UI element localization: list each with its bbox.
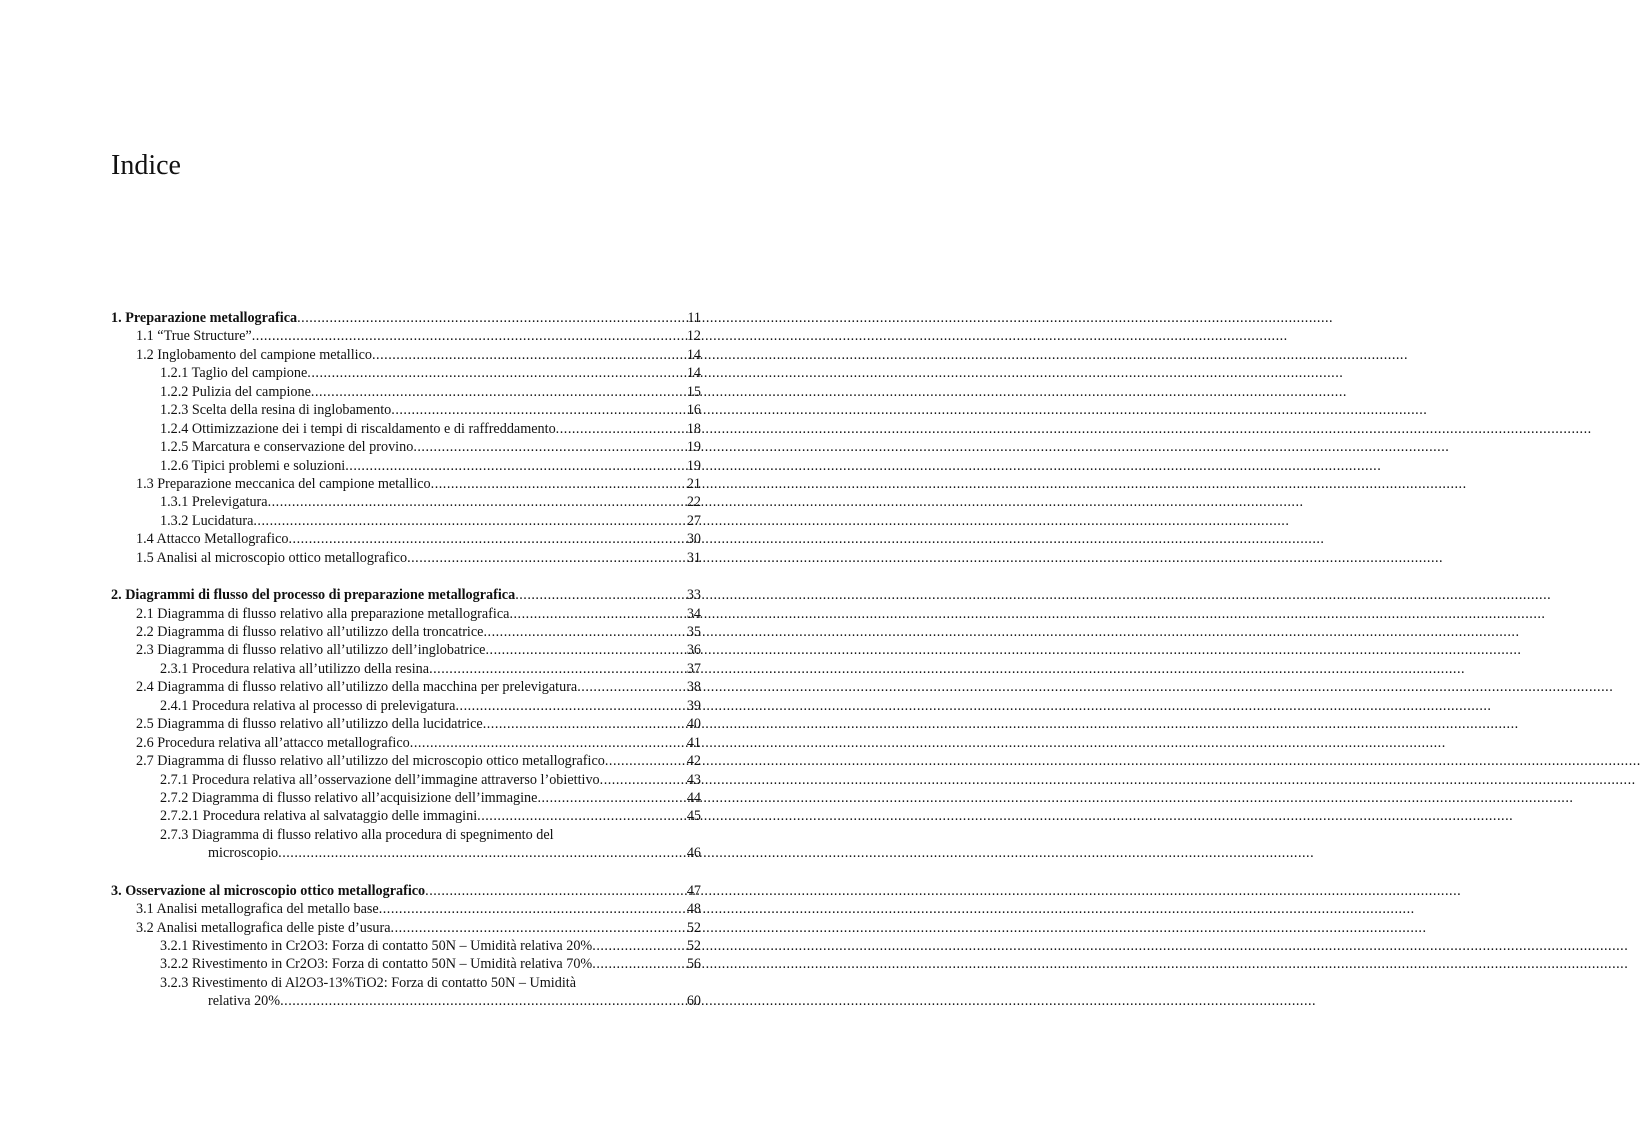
toc-page-number: 52	[686, 919, 701, 936]
page-title: Indice	[111, 150, 181, 181]
toc-entry-label: 1.3.1 Prelevigatura	[160, 494, 268, 511]
toc-entry-label: 3. Osservazione al microscopio ottico metallografico	[111, 882, 426, 899]
toc-entry-label: 2.7.1 Procedura relativa all’osservazione dell’immagine attraverso l’obiettivo	[160, 771, 600, 788]
toc-entry[interactable]	[111, 346, 701, 364]
toc-leader	[577, 678, 675, 696]
toc-page-number: 42	[686, 753, 701, 770]
toc-entry[interactable]	[111, 493, 701, 511]
toc-entry-first-line[interactable]	[111, 974, 701, 992]
toc-entry[interactable]	[111, 807, 701, 825]
toc-entry[interactable]	[111, 364, 701, 382]
toc-chapter-1[interactable]	[111, 309, 701, 327]
toc-entry[interactable]	[111, 623, 701, 641]
toc-page-number: 31	[686, 549, 701, 566]
toc-leader	[268, 493, 675, 511]
toc-page-number: 19	[686, 457, 701, 474]
toc-chapter-2[interactable]	[111, 586, 701, 604]
toc-leader	[253, 512, 675, 530]
toc-page-number: 36	[686, 642, 701, 659]
table-of-contents	[111, 309, 701, 1011]
toc-entry[interactable]	[111, 401, 701, 419]
toc-entry-label: 2.6 Procedura relativa all’attacco metallografico	[136, 734, 410, 751]
toc-page-number: 19	[686, 439, 701, 456]
toc-page-number: 34	[686, 605, 701, 622]
toc-entry-label: 2.5 Diagramma di flusso relativo all’utilizzo della lucidatrice	[136, 716, 483, 733]
toc-page-number: 35	[686, 624, 701, 640]
toc-entry[interactable]	[111, 530, 701, 548]
toc-entry-first-line[interactable]	[111, 826, 701, 844]
toc-entry[interactable]	[111, 641, 701, 659]
toc-entry[interactable]	[111, 697, 701, 715]
toc-leader	[307, 364, 675, 382]
toc-page-number: 38	[686, 679, 701, 696]
toc-page-number: 33	[686, 587, 701, 604]
toc-leader	[391, 401, 675, 419]
toc-entry-label: 1.2.4 Ottimizzazione dei i tempi di riscaldamento e di raffreddamento	[160, 420, 556, 437]
toc-page-number: 14	[686, 365, 701, 382]
toc-entry-continuation[interactable]	[111, 844, 701, 862]
toc-entry-label: 3.2.2 Rivestimento in Cr2O3: Forza di contatto 50N – Umidità relativa 70%	[160, 956, 593, 973]
toc-entry[interactable]	[111, 678, 701, 696]
toc-leader	[592, 955, 675, 973]
toc-page-number: 21	[686, 475, 701, 492]
toc-leader	[483, 715, 675, 733]
toc-entry[interactable]	[111, 919, 701, 937]
toc-entry[interactable]	[111, 752, 701, 770]
toc-entry[interactable]	[111, 438, 701, 456]
toc-page-number: 46	[686, 845, 701, 862]
toc-entry-label: 3.2.3 Rivestimento di Al2O3-13%TiO2: Forza di contatto 50N – Umidità	[160, 974, 577, 991]
toc-leader	[477, 807, 675, 825]
toc-entry-label: 1.2.1 Taglio del campione	[160, 365, 308, 382]
toc-leader	[280, 992, 675, 1010]
toc-entry-label: 1.2.2 Pulizia del campione	[160, 383, 311, 400]
toc-page-number: 48	[686, 901, 701, 918]
toc-entry-label: 2.7.2 Diagramma di flusso relativo all’acquisizione dell’immagine	[160, 789, 538, 806]
toc-leader	[509, 605, 675, 623]
toc-entry[interactable]	[111, 383, 701, 401]
toc-page-number: 18	[686, 420, 701, 437]
toc-page-number: 11	[687, 310, 701, 326]
toc-entry[interactable]	[111, 475, 701, 493]
toc-leader	[429, 660, 675, 678]
toc-leader	[485, 641, 675, 659]
toc-page-number: 52	[686, 938, 701, 954]
toc-entry-label-continuation: relativa 20%	[208, 993, 281, 1010]
toc-entry[interactable]	[111, 734, 701, 752]
toc-leader	[515, 586, 675, 604]
toc-page-number: 14	[686, 346, 701, 363]
toc-entry[interactable]	[111, 900, 701, 918]
toc-leader	[455, 697, 675, 715]
toc-leader	[372, 346, 675, 364]
toc-leader	[592, 937, 675, 955]
toc-leader	[297, 309, 675, 327]
toc-leader	[425, 882, 675, 900]
toc-leader	[288, 530, 675, 548]
toc-entry[interactable]	[111, 771, 701, 789]
toc-page-number: 22	[686, 494, 701, 511]
toc-entry-label: 1.2 Inglobamento del campione metallico	[136, 346, 372, 363]
toc-entry-label: 2. Diagrammi di flusso del processo di preparazione metallografica	[111, 587, 516, 604]
toc-entry-label: 2.7 Diagramma di flusso relativo all’utilizzo del microscopio ottico metallografico	[136, 753, 605, 770]
toc-page-number: 56	[686, 956, 701, 973]
toc-leader	[410, 734, 675, 752]
toc-entry-label: 1.2.3 Scelta della resina di inglobamento	[160, 402, 392, 419]
toc-entry-label: 1.3.2 Lucidatura	[160, 512, 254, 529]
toc-page-number: 37	[686, 660, 701, 677]
toc-entry-label: 1. Preparazione metallografica	[111, 310, 298, 326]
toc-leader	[605, 752, 675, 770]
toc-leader	[391, 919, 675, 937]
toc-page-number: 45	[686, 808, 701, 825]
toc-entry-label: 2.7.2.1 Procedura relativa al salvataggio delle immagini	[160, 808, 478, 825]
toc-entry-label: 2.1 Diagramma di flusso relativo alla preparazione metallografica	[136, 605, 510, 622]
toc-entry-continuation[interactable]	[111, 992, 701, 1010]
toc-entry[interactable]	[111, 420, 701, 438]
toc-entry-label: 2.7.3 Diagramma di flusso relativo alla procedura di spegnimento del	[160, 826, 554, 843]
toc-leader	[413, 438, 675, 456]
toc-page-number: 16	[686, 402, 701, 419]
toc-entry[interactable]	[111, 715, 701, 733]
toc-page-number: 27	[686, 512, 701, 529]
toc-entry-label: 1.5 Analisi al microscopio ottico metallografico	[136, 549, 408, 566]
toc-entry-label: 1.2.6 Tipici problemi e soluzioni	[160, 457, 346, 474]
toc-leader	[483, 623, 675, 641]
toc-page-number: 12	[686, 328, 701, 345]
toc-entry-label: 2.2 Diagramma di flusso relativo all’utilizzo della troncatrice	[136, 624, 484, 640]
toc-leader	[379, 900, 675, 918]
toc-leader	[311, 383, 675, 401]
toc-entry[interactable]	[111, 512, 701, 530]
toc-page-number: 44	[686, 789, 701, 806]
toc-leader	[600, 771, 675, 789]
toc-page-number: 40	[686, 716, 701, 733]
toc-page-number: 30	[686, 531, 701, 548]
toc-entry-label: 2.4 Diagramma di flusso relativo all’utilizzo della macchina per prelevigatura	[136, 679, 578, 696]
toc-page-number: 47	[686, 882, 701, 899]
toc-leader	[345, 457, 675, 475]
toc-entry[interactable]	[111, 549, 701, 567]
toc-entry-label: 2.3.1 Procedura relativa all’utilizzo della resina	[160, 660, 430, 677]
toc-leader	[556, 420, 675, 438]
toc-chapter-3[interactable]	[111, 882, 701, 900]
toc-entry[interactable]	[111, 955, 701, 973]
toc-entry-label: 1.4 Attacco Metallografico	[136, 531, 289, 548]
toc-page-number: 41	[686, 734, 701, 751]
toc-entry-label: 1.1 “True Structure”	[136, 328, 252, 345]
toc-page-number: 60	[686, 993, 701, 1010]
toc-entry[interactable]	[111, 660, 701, 678]
toc-entry-label: 3.1 Analisi metallografica del metallo base	[136, 901, 379, 918]
toc-entry-label: 1.3 Preparazione meccanica del campione metallico	[136, 475, 431, 492]
toc-entry[interactable]	[111, 327, 701, 345]
toc-entry-label: 1.2.5 Marcatura e conservazione del provino	[160, 439, 414, 456]
toc-leader	[407, 549, 675, 567]
toc-page-number: 43	[686, 771, 701, 788]
toc-entry[interactable]	[111, 605, 701, 623]
toc-leader	[537, 789, 675, 807]
toc-entry-label: 3.2 Analisi metallografica delle piste d’usura	[136, 919, 391, 936]
toc-entry-label-continuation: microscopio	[208, 845, 279, 862]
toc-page-number: 15	[686, 383, 701, 400]
toc-leader	[431, 475, 675, 493]
toc-page-number: 39	[686, 697, 701, 714]
toc-entry[interactable]	[111, 789, 701, 807]
toc-leader	[278, 844, 675, 862]
toc-entry-label: 2.4.1 Procedura relativa al processo di prelevigatura	[160, 697, 456, 714]
toc-entry-label: 2.3 Diagramma di flusso relativo all’utilizzo dell’inglobatrice	[136, 642, 486, 659]
toc-entry-label: 3.2.1 Rivestimento in Cr2O3: Forza di contatto 50N – Umidità relativa 20%	[160, 938, 593, 954]
toc-leader	[252, 327, 675, 345]
toc-entry[interactable]	[111, 457, 701, 475]
toc-entry[interactable]	[111, 937, 701, 955]
